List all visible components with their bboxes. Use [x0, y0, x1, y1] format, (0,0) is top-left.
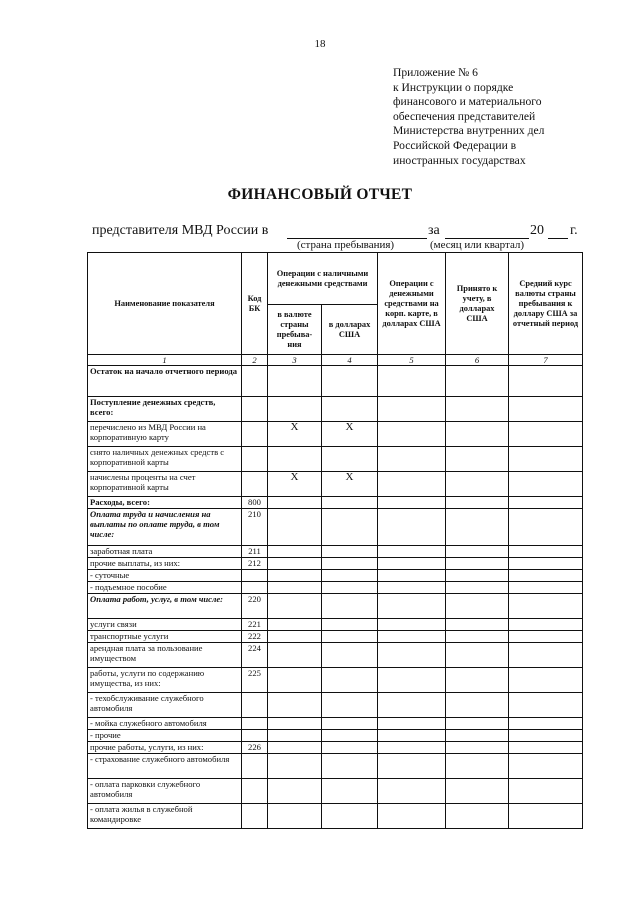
cell-cash-usd[interactable] [322, 558, 378, 570]
table-row [88, 754, 583, 779]
cell-rate[interactable] [509, 546, 583, 558]
cell-cash-usd[interactable]: Х [322, 472, 378, 497]
table-row [88, 594, 583, 619]
cell-cash-local[interactable] [268, 730, 322, 742]
table-row [88, 570, 583, 582]
cell-card[interactable] [378, 779, 446, 804]
table-row [88, 668, 583, 693]
cell-accepted[interactable] [446, 631, 509, 643]
cell-rate[interactable] [509, 472, 583, 497]
row-code [242, 779, 268, 804]
row-code: 212 [242, 558, 268, 570]
cell-card[interactable] [378, 718, 446, 730]
header-cash-local: в валюте страны пребыва-ния [268, 305, 322, 355]
cell-cash-local[interactable] [268, 509, 322, 546]
cell-card[interactable] [378, 422, 446, 447]
cell-card[interactable] [378, 742, 446, 754]
cell-rate[interactable] [509, 497, 583, 509]
cell-accepted[interactable] [446, 730, 509, 742]
cell-cash-local[interactable] [268, 643, 322, 668]
subtitle-for: за [428, 223, 440, 238]
cell-cash-local[interactable] [268, 594, 322, 619]
row-code: 224 [242, 643, 268, 668]
row-code [242, 730, 268, 742]
table-row [88, 804, 583, 829]
annex-line: Российской Федерации в [393, 138, 517, 152]
row-code [242, 447, 268, 472]
cell-cash-usd[interactable] [322, 619, 378, 631]
cell-cash-local[interactable] [268, 754, 322, 779]
header-name: Наименование показателя [88, 253, 242, 355]
cell-rate[interactable] [509, 668, 583, 693]
row-code [242, 754, 268, 779]
cell-cash-local[interactable] [268, 397, 322, 422]
row-code [242, 422, 268, 447]
table-row [88, 693, 583, 718]
caption-country: (страна пребывания) [297, 239, 395, 251]
cell-cash-local[interactable] [268, 558, 322, 570]
cell-card[interactable] [378, 594, 446, 619]
row-label: снято наличных денежных средств с корпоративной карты [88, 447, 242, 472]
cell-rate[interactable] [509, 397, 583, 422]
cell-cash-usd[interactable] [322, 366, 378, 397]
cell-cash-local[interactable] [268, 366, 322, 397]
cell-cash-local[interactable] [268, 742, 322, 754]
row-code: 222 [242, 631, 268, 643]
cell-card[interactable] [378, 447, 446, 472]
annex-line: обеспечения представителей [393, 109, 536, 123]
row-label: - суточные [88, 570, 242, 582]
cell-rate[interactable] [509, 582, 583, 594]
row-label: - техобслуживание служебного автомобиля [88, 693, 242, 718]
header-exchange-rate: Средний курс валюты страны пребывания к доллару США за отчетный период [509, 253, 583, 355]
row-label: Поступление денежных средств, всего: [88, 397, 242, 422]
cell-rate[interactable] [509, 366, 583, 397]
row-label: услуги связи [88, 619, 242, 631]
cell-cash-usd[interactable] [322, 582, 378, 594]
cell-cash-local[interactable] [268, 804, 322, 829]
table-row [88, 366, 583, 397]
cell-cash-usd[interactable] [322, 730, 378, 742]
cell-cash-usd[interactable] [322, 742, 378, 754]
table-row [88, 779, 583, 804]
cell-accepted[interactable] [446, 668, 509, 693]
year-blank[interactable] [548, 238, 568, 239]
cell-accepted[interactable] [446, 718, 509, 730]
annex-heading [393, 66, 613, 168]
table-row [88, 472, 583, 497]
cell-rate[interactable] [509, 804, 583, 829]
annex-line: Министерства внутренних дел [393, 124, 545, 138]
cell-accepted[interactable] [446, 366, 509, 397]
cell-card[interactable] [378, 509, 446, 546]
cell-rate[interactable] [509, 594, 583, 619]
cell-accepted[interactable] [446, 754, 509, 779]
cell-cash-usd[interactable] [322, 546, 378, 558]
table-row [88, 447, 583, 472]
cell-card[interactable] [378, 366, 446, 397]
page-number: 18 [314, 38, 326, 50]
row-label: - страхование служебного автомобиля [88, 754, 242, 779]
cell-cash-usd[interactable] [322, 397, 378, 422]
cell-cash-local[interactable] [268, 447, 322, 472]
row-label: - подъемное пособие [88, 582, 242, 594]
financial-report-table [87, 252, 583, 829]
cell-cash-local[interactable] [268, 570, 322, 582]
table-row [88, 397, 583, 422]
row-code: 225 [242, 668, 268, 693]
row-label: - мойка служебного автомобиля [88, 718, 242, 730]
cell-card[interactable] [378, 730, 446, 742]
cell-cash-local[interactable] [268, 779, 322, 804]
cell-cash-usd[interactable] [322, 804, 378, 829]
cell-rate[interactable] [509, 742, 583, 754]
row-code [242, 366, 268, 397]
column-number: 1 [88, 355, 242, 366]
row-label: Оплата работ, услуг, в том числе: [88, 594, 242, 619]
row-label: прочие выплаты, из них: [88, 558, 242, 570]
annex-line: к Инструкции о порядке [393, 80, 514, 94]
subtitle-year-suffix: г. [570, 223, 578, 238]
row-label: Оплата труда и начисления на выплаты по оплате труда, в том числе: [88, 509, 242, 546]
row-label: прочие работы, услуги, из них: [88, 742, 242, 754]
column-number-row [88, 355, 583, 366]
table-row [88, 730, 583, 742]
cell-rate[interactable] [509, 631, 583, 643]
cell-cash-usd[interactable] [322, 594, 378, 619]
table-row [88, 718, 583, 730]
table-row [88, 582, 583, 594]
caption-period: (месяц или квартал) [430, 239, 525, 251]
cell-cash-local[interactable] [268, 619, 322, 631]
row-code [242, 718, 268, 730]
subtitle-prefix: представителя МВД России в [92, 223, 269, 238]
cell-cash-usd[interactable] [322, 497, 378, 509]
cell-accepted[interactable] [446, 594, 509, 619]
header-code: Код БК [242, 253, 268, 355]
table-row [88, 631, 583, 643]
cell-rate[interactable] [509, 619, 583, 631]
cell-cash-local[interactable] [268, 582, 322, 594]
cell-cash-usd[interactable] [322, 631, 378, 643]
row-label: - оплата жилья в служебной командировке [88, 804, 242, 829]
cell-cash-usd[interactable] [322, 718, 378, 730]
cell-card[interactable] [378, 754, 446, 779]
cell-card[interactable] [378, 497, 446, 509]
cell-cash-local[interactable] [268, 718, 322, 730]
row-label: Остаток на начало отчетного периода [88, 366, 242, 397]
cell-cash-local[interactable] [268, 497, 322, 509]
cell-accepted[interactable] [446, 570, 509, 582]
row-label: - оплата парковки служебного автомобиля [88, 779, 242, 804]
row-label: начислены проценты на счет корпоративной карты [88, 472, 242, 497]
cell-rate[interactable] [509, 730, 583, 742]
cell-accepted[interactable] [446, 497, 509, 509]
cell-accepted[interactable] [446, 422, 509, 447]
cell-rate[interactable] [509, 693, 583, 718]
row-code [242, 570, 268, 582]
cell-cash-usd[interactable] [322, 509, 378, 546]
cell-accepted[interactable] [446, 472, 509, 497]
row-code: 210 [242, 509, 268, 546]
cell-cash-usd[interactable] [322, 668, 378, 693]
cell-rate[interactable] [509, 509, 583, 546]
cell-card[interactable] [378, 582, 446, 594]
cell-cash-usd[interactable] [322, 643, 378, 668]
cell-accepted[interactable] [446, 643, 509, 668]
cell-cash-local[interactable] [268, 631, 322, 643]
row-code: 220 [242, 594, 268, 619]
table-row [88, 497, 583, 509]
cell-rate[interactable] [509, 447, 583, 472]
cell-accepted[interactable] [446, 397, 509, 422]
cell-accepted[interactable] [446, 546, 509, 558]
row-label: транспортные услуги [88, 631, 242, 643]
row-code: 800 [242, 497, 268, 509]
annex-line: иностранных государствах [393, 153, 526, 167]
table-row [88, 558, 583, 570]
cell-cash-local[interactable]: Х [268, 472, 322, 497]
row-code [242, 397, 268, 422]
cell-accepted[interactable] [446, 447, 509, 472]
cell-accepted[interactable] [446, 509, 509, 546]
cell-rate[interactable] [509, 718, 583, 730]
row-label: работы, услуги по содержанию имущества, из них: [88, 668, 242, 693]
row-label: заработная плата [88, 546, 242, 558]
column-number: 6 [446, 355, 509, 366]
cell-cash-local[interactable] [268, 668, 322, 693]
subtitle-year: 20 [530, 223, 544, 238]
cell-accepted[interactable] [446, 742, 509, 754]
cell-cash-local[interactable]: Х [268, 422, 322, 447]
row-code [242, 472, 268, 497]
row-code [242, 582, 268, 594]
table-row [88, 742, 583, 754]
row-code [242, 693, 268, 718]
cell-card[interactable] [378, 668, 446, 693]
cell-accepted[interactable] [446, 779, 509, 804]
cell-accepted[interactable] [446, 582, 509, 594]
column-number: 5 [378, 355, 446, 366]
cell-accepted[interactable] [446, 693, 509, 718]
cell-card[interactable] [378, 804, 446, 829]
header-cash-operations: Операции с наличными денежными средствами [268, 253, 378, 305]
cell-card[interactable] [378, 570, 446, 582]
cell-card[interactable] [378, 693, 446, 718]
table-row [88, 546, 583, 558]
row-code: 211 [242, 546, 268, 558]
annex-line: финансового и материального [393, 95, 542, 109]
cell-rate[interactable] [509, 779, 583, 804]
cell-cash-local[interactable] [268, 546, 322, 558]
cell-cash-usd[interactable]: Х [322, 422, 378, 447]
cell-accepted[interactable] [446, 619, 509, 631]
table-row [88, 619, 583, 631]
annex-line: Приложение № 6 [393, 66, 478, 79]
header-accepted: Принято к учету, в долларах США [446, 253, 509, 355]
cell-card[interactable] [378, 397, 446, 422]
cell-rate[interactable] [509, 754, 583, 779]
column-number: 4 [322, 355, 378, 366]
row-label: арендная плата за пользование имуществом [88, 643, 242, 668]
cell-card[interactable] [378, 643, 446, 668]
cell-cash-usd[interactable] [322, 447, 378, 472]
cell-rate[interactable] [509, 643, 583, 668]
row-label: Расходы, всего: [88, 497, 242, 509]
cell-card[interactable] [378, 619, 446, 631]
cell-card[interactable] [378, 472, 446, 497]
column-number: 7 [509, 355, 583, 366]
column-number: 2 [242, 355, 268, 366]
cell-rate[interactable] [509, 570, 583, 582]
header-cash-usd: в долларах США [322, 305, 378, 355]
column-number: 3 [268, 355, 322, 366]
row-code: 221 [242, 619, 268, 631]
header-card-operations: Операции с денежными средствами на корп. карте, в долларах США [378, 253, 446, 355]
cell-cash-usd[interactable] [322, 693, 378, 718]
table-row [88, 643, 583, 668]
cell-card[interactable] [378, 631, 446, 643]
cell-accepted[interactable] [446, 804, 509, 829]
cell-cash-usd[interactable] [322, 570, 378, 582]
cell-card[interactable] [378, 558, 446, 570]
cell-cash-usd[interactable] [322, 754, 378, 779]
cell-rate[interactable] [509, 422, 583, 447]
cell-card[interactable] [378, 546, 446, 558]
cell-cash-local[interactable] [268, 693, 322, 718]
row-label: перечислено из МВД России на корпоративную карту [88, 422, 242, 447]
cell-rate[interactable] [509, 558, 583, 570]
document-title: ФИНАНСОВЫЙ ОТЧЕТ [227, 186, 413, 203]
cell-cash-usd[interactable] [322, 779, 378, 804]
row-label: - прочие [88, 730, 242, 742]
table-row [88, 422, 583, 447]
row-code [242, 804, 268, 829]
cell-accepted[interactable] [446, 558, 509, 570]
table-row [88, 509, 583, 546]
row-code: 226 [242, 742, 268, 754]
